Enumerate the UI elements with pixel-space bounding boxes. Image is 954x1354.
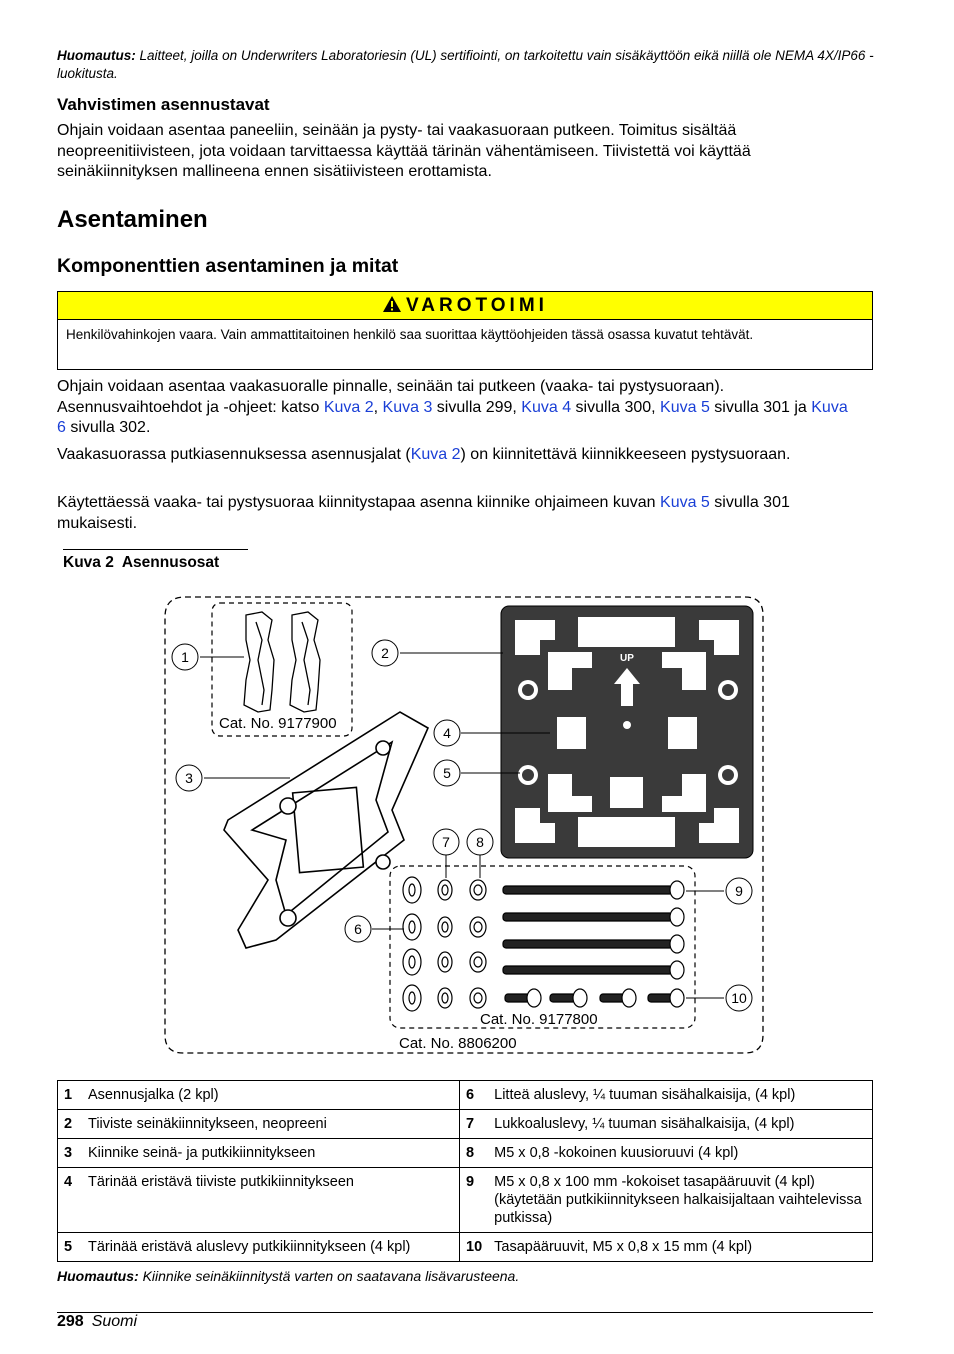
cat-label-2: Cat. No. 9177800 — [480, 1011, 598, 1028]
part-number: 5 — [58, 1233, 83, 1262]
text-span: ) on kiinnitettävä kiinnikkeeseen pystysuoraan. — [460, 446, 791, 463]
callout-3 — [176, 765, 202, 791]
part-number: 6 — [460, 1081, 489, 1110]
part-number: 8 — [460, 1139, 489, 1168]
part-number: 2 — [58, 1110, 83, 1139]
link-kuva-6[interactable]: Kuva 6 — [57, 398, 848, 436]
short-screws — [505, 989, 684, 1007]
part-description: M5 x 0,8 -kokoinen kuusioruuvi (4 kpl) — [488, 1139, 872, 1168]
up-label: UP — [620, 653, 634, 664]
parts-table — [57, 1080, 873, 1262]
part-number: 3 — [58, 1139, 83, 1168]
table-row — [58, 1081, 873, 1110]
text-span: sivulla 300, — [571, 398, 661, 416]
table-row — [58, 1139, 873, 1168]
callout-4 — [434, 720, 460, 746]
svg-text:4: 4 — [443, 725, 451, 741]
bottom-note — [57, 1268, 519, 1284]
svg-text:9: 9 — [735, 883, 743, 899]
long-screws — [503, 881, 684, 979]
part-description: Lukkoaluslevy, ¼ tuuman sisähalkaisija, (4 kpl) — [488, 1110, 872, 1139]
page-footer — [57, 1313, 137, 1331]
subsection-title: Komponenttien asentaminen ja mitat — [57, 255, 399, 277]
hex-nuts — [470, 880, 486, 1008]
warning-text: Henkilövahinkojen vaara. Vain ammattitaitoinen henkilö saa suorittaa käyttöohjeiden tässä osassa kuvatut tehtävät. — [66, 327, 754, 342]
part-number: 10 — [460, 1233, 489, 1262]
svg-text:5: 5 — [443, 765, 451, 781]
wall-bracket — [224, 712, 428, 948]
table-row — [58, 1233, 873, 1262]
svg-text:10: 10 — [731, 990, 747, 1006]
table-row — [58, 1168, 873, 1233]
part-description: Asennusjalka (2 kpl) — [82, 1081, 460, 1110]
callout-8 — [467, 829, 493, 855]
callout-7 — [433, 829, 459, 855]
part-description: Tärinää eristävä tiiviste putkikiinnitykseen — [82, 1168, 460, 1233]
figure-caption: Kuva 2 Asennusosat — [63, 549, 248, 572]
table-row — [58, 1110, 873, 1139]
part-description: Tärinää eristävä aluslevy putkikiinnitykseen (4 kpl) — [82, 1233, 460, 1262]
link-kuva-2[interactable]: Kuva 2 — [410, 446, 461, 463]
neoprene-gasket — [501, 606, 753, 858]
callout-9 — [726, 878, 752, 904]
part-number: 9 — [460, 1168, 489, 1233]
link-kuva-3[interactable]: Kuva 3 — [382, 398, 433, 416]
text-span: Ohjain voidaan asentaa vaakasuoralle pinnalle, seinään tai putkeen (vaaka- tai pystysuoraan). Asennusvaihtoehdot ja -ohjeet: katso — [57, 378, 725, 416]
mounting-text: Ohjain voidaan asentaa paneeliin, seinään ja pysty- tai vaakasuoraan putkeen. Toimitus sisältää neopreenitiivisteen, jota voidaan tarvittaessa käyttää tärinän vähentämiseen. Tiivistettä voi käyttää seinäkiinnityksen mallineena ennen sisätiivisteen erottamista. — [57, 122, 751, 180]
chapter-title: Asentaminen — [57, 206, 208, 233]
svg-text:2: 2 — [381, 645, 389, 661]
svg-text:3: 3 — [185, 770, 193, 786]
note-label: Huomautus: — [57, 1268, 139, 1284]
cat-label-1: Cat. No. 9177900 — [219, 715, 337, 732]
part-number: 1 — [58, 1081, 83, 1110]
callout-6 — [345, 916, 371, 942]
link-kuva-5[interactable]: Kuva 5 — [660, 494, 710, 511]
text-span: sivulla 301 mukaisesti. — [57, 494, 790, 532]
mounting-foot — [290, 612, 320, 712]
text-span: Käytettäessä vaaka- tai pystysuoraa kiinnitystapaa asenna kiinnike ohjaimeen kuvan — [57, 494, 661, 511]
callout-2 — [372, 640, 398, 666]
note-text: Kiinnike seinäkiinnitystä varten on saatavana lisävarusteena. — [142, 1268, 520, 1284]
text-span: sivulla 299, — [432, 398, 522, 416]
svg-text:1: 1 — [181, 649, 189, 665]
part-description: Tiiviste seinäkiinnitykseen, neopreeni — [82, 1110, 460, 1139]
footer-rule — [57, 1312, 873, 1313]
flat-washers — [403, 877, 421, 1011]
svg-text:6: 6 — [354, 921, 362, 937]
warning-title: VAROTOIMI — [406, 295, 548, 316]
link-kuva-2[interactable]: Kuva 2 — [323, 398, 374, 416]
text-span: sivulla 301 ja — [709, 398, 812, 416]
note-label: Huomautus: — [57, 48, 136, 63]
text-span: , — [373, 398, 383, 416]
callout-1 — [172, 644, 198, 670]
text-span: Vaakasuorassa putkiasennuksessa asennusjalat ( — [57, 446, 411, 463]
page-number: 298 — [57, 1313, 84, 1330]
language-label: Suomi — [91, 1313, 138, 1330]
part-number: 4 — [58, 1168, 83, 1233]
link-kuva-5[interactable]: Kuva 5 — [660, 398, 710, 416]
text-span: sivulla 302. — [65, 419, 151, 436]
part-description: Tasapääruuvit, M5 x 0,8 x 15 mm (4 kpl) — [488, 1233, 872, 1262]
lock-washers — [438, 880, 452, 1008]
link-kuva-4[interactable]: Kuva 4 — [521, 398, 572, 416]
svg-text:8: 8 — [476, 834, 484, 850]
part-description: M5 x 0,8 x 100 mm -kokoiset tasapääruuvit (4 kpl) (käytetään putkikiinnitykseen halkaisijaltaan vaihtelevissa putkissa) — [488, 1168, 872, 1233]
callout-5 — [434, 760, 460, 786]
part-number: 7 — [460, 1110, 489, 1139]
mounting-foot — [244, 612, 274, 712]
part-description: Litteä aluslevy, ¼ tuuman sisähalkaisija, (4 kpl) — [488, 1081, 872, 1110]
note-text: Laitteet, joilla on Underwriters Laboratoriesin (UL) sertifiointi, on tarkoitettu vain sisäkäyttöön eikä niillä ole NEMA 4X/IP66 -luokitusta. — [57, 48, 874, 81]
svg-text:7: 7 — [442, 834, 450, 850]
section-title-mounting: Vahvistimen asennustavat — [57, 95, 270, 114]
cat-label-3: Cat. No. 8806200 — [399, 1035, 517, 1052]
callout-10 — [726, 985, 752, 1011]
part-description: Kiinnike seinä- ja putkikiinnitykseen — [82, 1139, 460, 1168]
